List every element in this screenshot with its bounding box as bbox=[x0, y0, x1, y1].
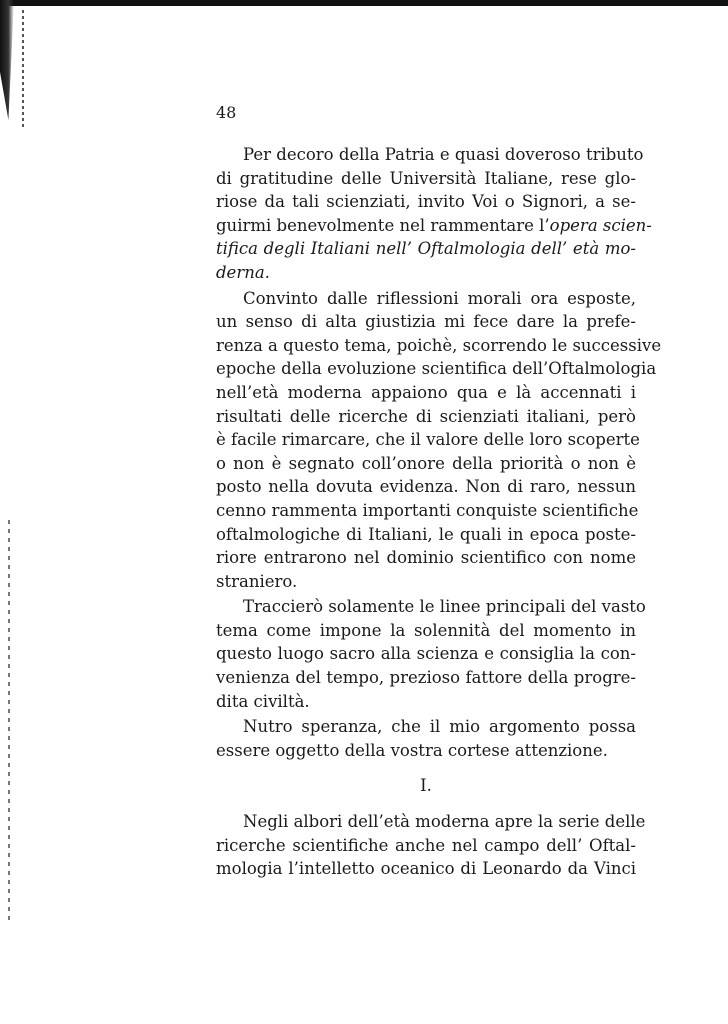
text-line: Nutro speranza, che il mio argomento possa bbox=[243, 717, 636, 737]
text-line: un senso di alta giustizia mi fece dare la prefe- bbox=[216, 312, 636, 332]
scan-spine-marks bbox=[22, 10, 24, 130]
text-line: questo luogo sacro alla scienza e consiglia la con- bbox=[216, 644, 636, 664]
text-span: guirmi benevolmente nel rammentare l’ bbox=[216, 215, 550, 235]
scan-top-edge bbox=[0, 0, 728, 6]
italic-title: derna. bbox=[216, 262, 270, 282]
text-line: mologia l’intelletto oceanico di Leonardo da Vinci bbox=[216, 859, 636, 879]
italic-title: tifica degli Italiani nell’ Oftalmologia dell’ età mo- bbox=[216, 239, 636, 259]
text-line: risultati delle ricerche di scienziati italiani, però bbox=[216, 406, 636, 426]
text-line: Traccierò solamente le linee principali del vasto bbox=[243, 597, 646, 617]
text-line: dita civiltà. bbox=[216, 691, 310, 711]
text-line: riose da tali scienziati, invito Voi o Signori, a se- bbox=[216, 192, 636, 212]
page-number: 48 bbox=[216, 103, 237, 122]
text-line: Convinto dalle riflessioni morali ora esposte, bbox=[243, 288, 636, 308]
text-line bbox=[216, 214, 652, 238]
text-line: posto nella dovuta evidenza. Non di raro, nessun bbox=[216, 477, 636, 497]
body-text bbox=[216, 143, 662, 883]
paragraph-1 bbox=[216, 143, 652, 285]
text-line: di gratitudine delle Università Italiane, rese glo- bbox=[216, 168, 636, 188]
text-line: venienza del tempo, prezioso fattore della progre- bbox=[216, 668, 636, 688]
paragraph-3 bbox=[216, 595, 646, 713]
section-heading: I. bbox=[420, 776, 432, 796]
text-line: renza a questo tema, poichè, scorrendo le successive bbox=[216, 335, 662, 355]
scan-binding-shadow bbox=[0, 0, 14, 120]
text-line: oftalmologiche di Italiani, le quali in epoca poste- bbox=[216, 524, 636, 544]
italic-title: opera scien- bbox=[549, 215, 652, 235]
text-line: o non è segnato coll’onore della priorità o non è bbox=[216, 453, 636, 473]
text-line: straniero. bbox=[216, 571, 298, 591]
text-line: riore entrarono nel dominio scientifico con nome bbox=[216, 548, 636, 568]
text-line bbox=[216, 261, 636, 285]
text-line bbox=[216, 237, 636, 261]
text-line: nell’età moderna appaiono qua e là accennati i bbox=[216, 382, 636, 402]
text-line: tema come impone la solennità del momento in bbox=[216, 620, 636, 640]
text-line: Per decoro della Patria e quasi doveroso tributo bbox=[243, 145, 644, 164]
text-line: essere oggetto della vostra cortese attenzione. bbox=[216, 740, 608, 760]
text-line: ricerche scientifiche anche nel campo dell’ Oftal- bbox=[216, 835, 636, 855]
paragraph-4 bbox=[216, 715, 636, 762]
paragraph-5 bbox=[216, 810, 646, 881]
text-line: Negli albori dell’età moderna apre la serie delle bbox=[243, 812, 646, 832]
text-line: cenno rammenta importanti conquiste scientifiche bbox=[216, 500, 639, 520]
scan-spine-marks-lower bbox=[8, 520, 10, 920]
text-line: epoche della evoluzione scientifica dell’Oftalmologia bbox=[216, 359, 657, 379]
paragraph-2 bbox=[216, 287, 662, 594]
text-line: è facile rimarcare, che il valore delle loro scoperte bbox=[216, 430, 640, 450]
